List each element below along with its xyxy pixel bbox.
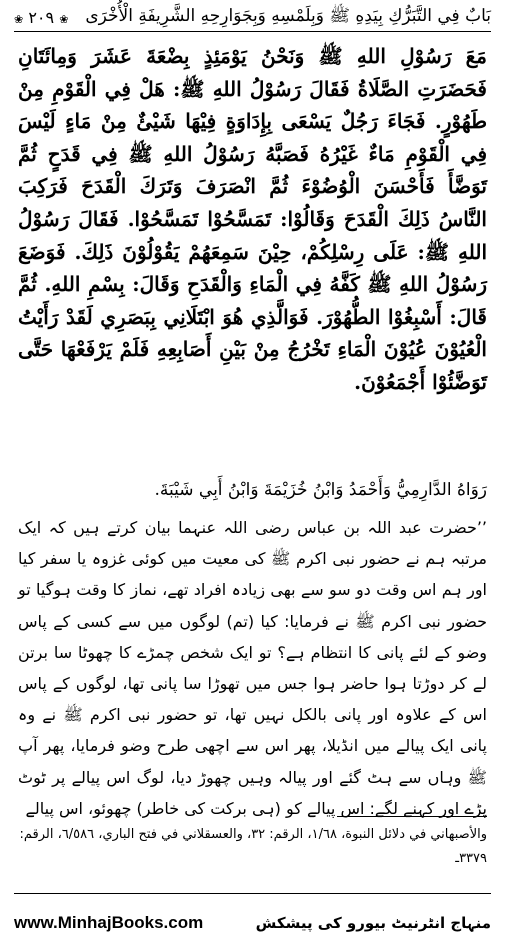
page-footer bbox=[14, 903, 491, 943]
page-header bbox=[14, 4, 491, 30]
publisher-credit: منہاج انٹرنیٹ بیورو کی پیشکش bbox=[255, 914, 491, 932]
header-divider bbox=[14, 31, 491, 32]
chapter-title: بَابٌ فِي التَّبَرُّكِ بِيَدِهِ ﷺ وَبِلَمْسِهِ وَبِجَوَارِحِهِ الشَّرِيفَةِ الْأُخْرَى bbox=[85, 5, 491, 26]
website-link[interactable]: www.MinhajBooks.com bbox=[14, 913, 204, 932]
footnote-text: والأصبهاني في دلائل النبوة، ١/٦٨، الرقم: ٣٢، والعسقلاني في فتح الباري، ٦/٥٨٦، الرقم: ٣٣٧٩ـ bbox=[19, 827, 487, 866]
flower-ornament-icon: ❀ bbox=[14, 12, 24, 26]
narration-line: رَوَاهُ الدَّارِمِيُّ وَأَحْمَدُ وَابْنُ خُزَيْمَةَ وَابْنُ أَبِي شَيْبَةَ. bbox=[154, 480, 487, 500]
footer-divider bbox=[14, 893, 491, 894]
footnote-divider bbox=[337, 816, 487, 817]
urdu-translation: ’’حضرت عبد اللہ بن عباس رضی اللہ عنہما بیان کرتے ہیں کہ ایک مرتبہ ہم نے حضور نبی اکرم ﷺ کی معیت میں کوئی غزوہ یا سفر کیا اور ہم اس وقت دو سو سے بھی زیادہ افراد تھے، نماز کا وقت ہوگیا تو حضور نبی اکرم ﷺ نے فرمایا: کیا (تم) لوگوں میں سے کسی کے پاس وضو کے لئے پانی کا انتظام ہے؟ تو ایک شخص چمڑے کا چھوٹا سا برتن لے کر دوڑتا ہوا حاضر ہوا جس میں تھوڑا سا پانی تھا، لوگوں کے پاس اس کے علاوہ اور پانی بالکل نہیں تھا، تو حضور نبی اکرم ﷺ نے وہ پانی ایک پیالے میں انڈیلا، پھر اس سے اچھی طرح وضو فرمایا، پھر آپ ﷺ وہاں سے ہٹ گئے اور پیالہ وہیں چھوڑ دیا، لوگ اس پیالے پر ٹوٹ پڑے اور کہنے لگے: اس پیالے کو (ہی برکت کی خاطر) چھوئو، اس پیالے bbox=[18, 518, 487, 818]
page-number: ٢٠٩ bbox=[28, 7, 55, 27]
page-number-group bbox=[14, 8, 68, 27]
flower-ornament-icon: ❀ bbox=[59, 12, 69, 26]
arabic-hadith-text: مَعَ رَسُوْلِ اللهِ ﷺ وَنَحْنُ يَوْمَئِذٍ بِضْعَةَ عَشَرَ وَمِائَتَانِ فَحَضَرَتِ الصَّلَاةُ فَقَالَ رَسُوْلُ اللهِ ﷺ: هَلْ فِي الْقَوْمِ مِنْ طَهُوْرٍ. فَجَاءَ رَجُلٌ يَسْعَى بِإِدَاوَةٍ فِيْهَا شَيْئٌ مِنْ مَاءٍ لَيْسَ فِي الْقَوْمِ مَاءٌ غَيْرُهُ فَصَبَّهُ رَسُوْلُ اللهِ ﷺ فِي قَدَحٍ ثُمَّ تَوَضَّأَ فَأَحْسَنَ الْوُضُوْءَ ثُمَّ انْصَرَفَ وَتَرَكَ الْقَدَحَ فَرَكِبَ النَّاسُ ذَلِكَ الْقَدَحَ وَقَالُوْا: تَمَسَّحُوْا تَمَسَّحُوْا. فَقَالَ رَسُوْلُ اللهِ ﷺ: عَلَى رِسْلِكُمْ، حِيْنَ سَمِعَهُمْ يَقُوْلُوْنَ ذَلِكَ. فَوَضَعَ رَسُوْلُ اللهِ ﷺ كَفَّهُ فِي الْمَاءِ وَالْقَدَحِ وَقَالَ: بِسْمِ اللهِ. ثُمَّ قَالَ: أَسْبِغُوْا الطُّهُوْرَ. فَوَالَّذِي هُوَ ابْتَلَانِي بِبَصَرِي لَقَدْ رَأَيْتُ الْعُيُوْنَ عُيُوْنَ الْمَاءِ تَخْرُجُ مِنْ بَيْنِ أَصَابِعِهِ فَلَمْ يَرْفَعْهَا حَتَّى تَوَضَّئُوْا أَجْمَعُوْنَ. bbox=[18, 44, 487, 394]
